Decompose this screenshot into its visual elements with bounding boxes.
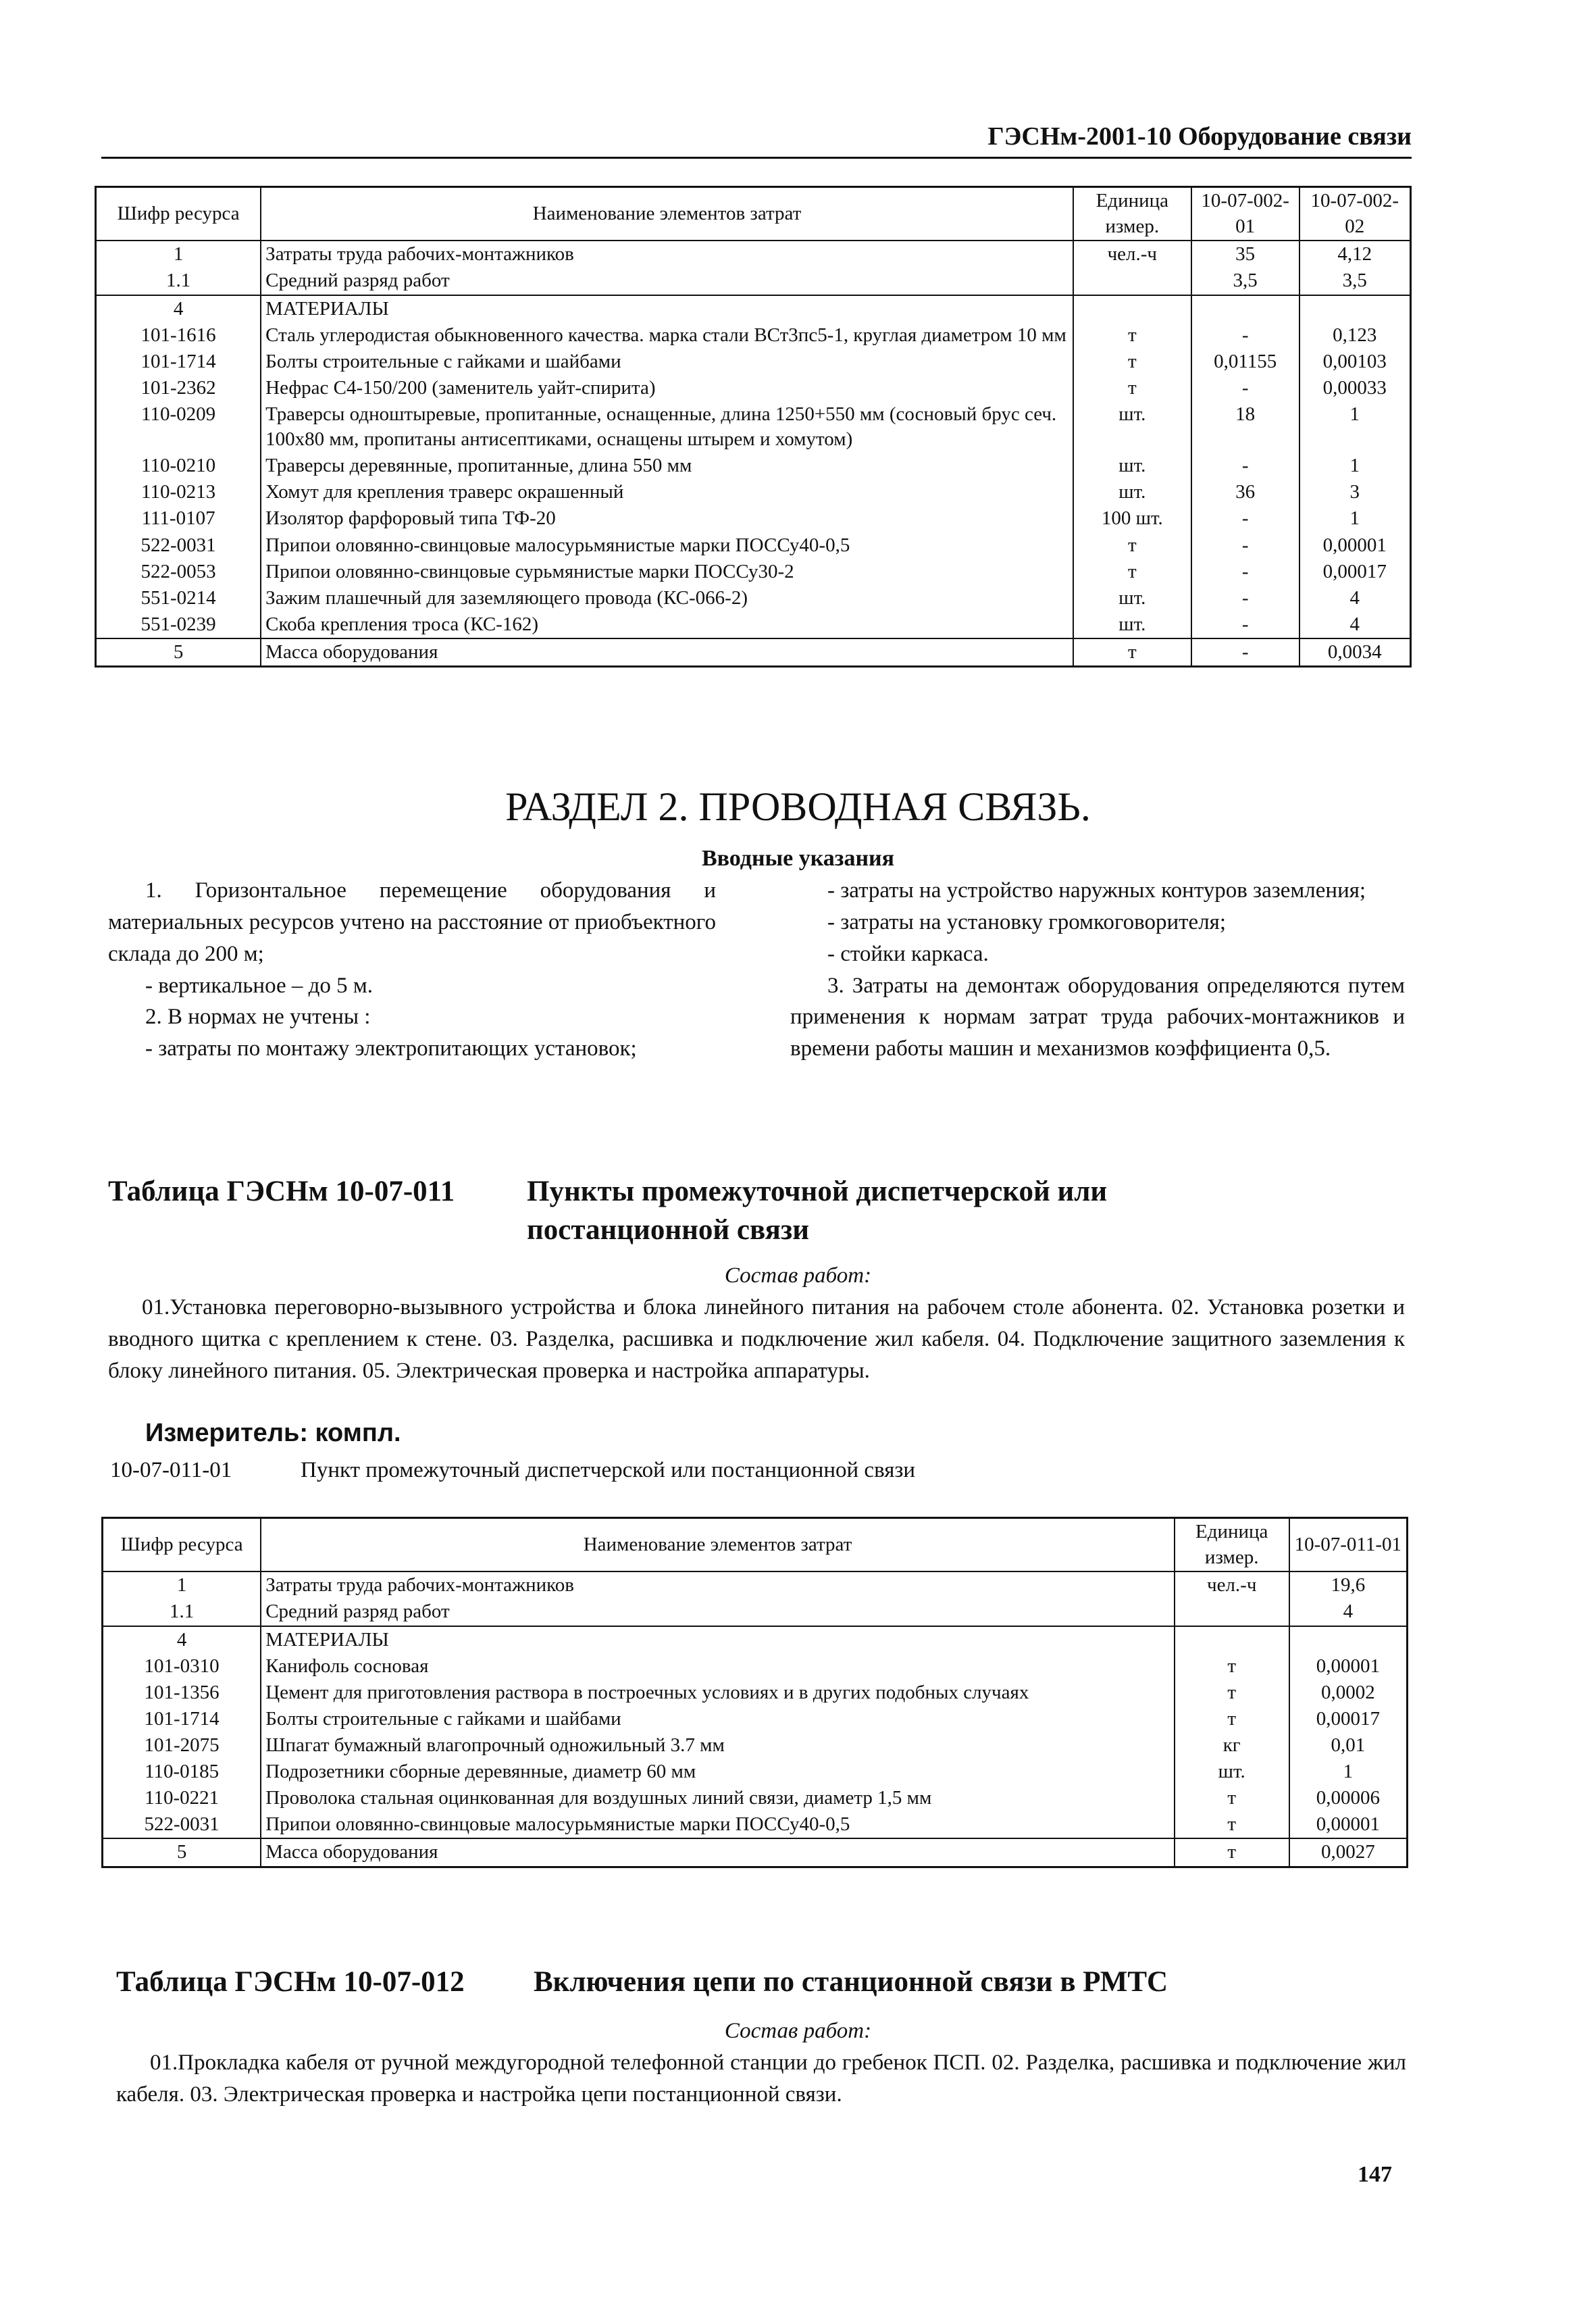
- cell-name: Болты строительные с гайками и шайбами: [261, 349, 1073, 375]
- cell-unit: шт.: [1073, 585, 1191, 611]
- cell-code: 522-0031: [96, 532, 261, 559]
- cell-code: 110-0213: [96, 479, 261, 505]
- cell-v1: 0,01155: [1191, 349, 1299, 375]
- cell-v1: -: [1191, 611, 1299, 638]
- cell-v1: [1289, 1626, 1408, 1653]
- cell-unit: т: [1073, 559, 1191, 585]
- cell-name: Припои оловянно-свинцовые малосурьмянистые марки ПОССу40-0,5: [261, 1811, 1175, 1838]
- cell-v1: 36: [1191, 479, 1299, 505]
- table-row: [103, 1732, 1408, 1759]
- table-row: [103, 1838, 1408, 1867]
- table-2-title-name: Пункты промежуточной диспетчерской или постанционной связи: [527, 1176, 1108, 1247]
- cell-v1: 35: [1191, 241, 1299, 268]
- table-row: [96, 532, 1411, 559]
- composition-text: 01.Установка переговорно-вызывного устройства и блока линейного питания на рабочем столе абонента. 02. Установка розетки и вводного щитка с креплением к стене. 03. Разделка, расшивка и подключение жил кабеля. 04. Подключение защитного заземления к блоку линейного питания. 05. Электрическая проверка и настройка аппаратуры.: [108, 1295, 1405, 1383]
- cell-v1: 4: [1289, 1599, 1408, 1626]
- cell-name: Масса оборудования: [261, 638, 1073, 667]
- cell-code: 101-1714: [96, 349, 261, 375]
- table-row: [96, 611, 1411, 638]
- cell-unit: т: [1175, 1811, 1289, 1838]
- table-row: [103, 1680, 1408, 1706]
- cell-v2: 1: [1299, 505, 1411, 532]
- cell-code: 551-0239: [96, 611, 261, 638]
- table-row: [103, 1811, 1408, 1838]
- cell-name: Шпагат бумажный влагопрочный одножильный 3.7 мм: [261, 1732, 1175, 1759]
- cell-v2: 4: [1299, 611, 1411, 638]
- composition-text: 01.Прокладка кабеля от ручной междугородной телефонной станции до гребенок ПСП. 02. Разделка, расшивка и подключение жил кабеля. 03. Электрическая проверка и настройка цепи постанционной связи.: [116, 2051, 1406, 2107]
- cell-code: 522-0053: [96, 559, 261, 585]
- table-row: [96, 585, 1411, 611]
- cell-unit: [1175, 1626, 1289, 1653]
- cell-code: 4: [96, 295, 261, 322]
- cell-code: 4: [103, 1626, 261, 1653]
- cell-code: 1: [96, 241, 261, 268]
- cell-code: 1.1: [103, 1599, 261, 1626]
- cell-name: Средний разряд работ: [261, 268, 1073, 295]
- cell-v1: 3,5: [1191, 268, 1299, 295]
- col-header-norm-1: 10-07-011-01: [1289, 1518, 1408, 1572]
- col-header-unit: Единица измер.: [1073, 187, 1191, 241]
- cell-unit: т: [1073, 322, 1191, 349]
- table-row: [96, 349, 1411, 375]
- intro-left-para: - затраты по монтажу электропитающих установок;: [145, 1036, 637, 1061]
- cell-code: 101-1356: [103, 1680, 261, 1706]
- cell-v2: 0,123: [1299, 322, 1411, 349]
- cell-unit: т: [1175, 1706, 1289, 1732]
- cell-unit: т: [1175, 1785, 1289, 1811]
- cell-name: Траверсы деревянные, пропитанные, длина 550 мм: [261, 453, 1073, 479]
- cell-name: Сталь углеродистая обыкновенного качества. марка стали ВСт3пс5-1, круглая диаметром 10 мм: [261, 322, 1073, 349]
- cell-code: 101-1714: [103, 1706, 261, 1732]
- table-row: [103, 1759, 1408, 1785]
- composition-label: Состав работ:: [724, 2019, 872, 2043]
- cell-name: Болты строительные с гайками и шайбами: [261, 1706, 1175, 1732]
- cell-code: 110-0209: [96, 401, 261, 453]
- cell-unit: [1175, 1599, 1289, 1626]
- cell-name: Припои оловянно-свинцовые сурьмянистые марки ПОССу30-2: [261, 559, 1073, 585]
- section-title: РАЗДЕЛ 2. ПРОВОДНАЯ СВЯЗЬ.: [505, 784, 1091, 829]
- cell-v1: 18: [1191, 401, 1299, 453]
- cell-v2: 4: [1299, 585, 1411, 611]
- cell-v1: 0,01: [1289, 1732, 1408, 1759]
- norm-item-name: Пункт промежуточный диспетчерской или постанционной связи: [301, 1458, 916, 1482]
- cell-v2: 1: [1299, 401, 1411, 453]
- cell-v1: -: [1191, 322, 1299, 349]
- cell-v2: 0,0034: [1299, 638, 1411, 667]
- cell-v1: -: [1191, 638, 1299, 667]
- table-row: [103, 1599, 1408, 1626]
- cell-v1: 1: [1289, 1759, 1408, 1785]
- cell-v2: 3: [1299, 479, 1411, 505]
- page-number: 147: [1358, 2162, 1392, 2187]
- cell-unit: чел.-ч: [1175, 1571, 1289, 1599]
- intro-right-para: 3. Затраты на демонтаж оборудования определяются путем применения к нормам затрат труда рабочих-монтажников и времени работы машин и механизмов коэффициента 0,5.: [790, 973, 1405, 1061]
- cell-unit: т: [1073, 532, 1191, 559]
- col-header-code: Шифр ресурса: [103, 1518, 261, 1572]
- cell-name: Проволока стальная оцинкованная для воздушных линий связи, диаметр 1,5 мм: [261, 1785, 1175, 1811]
- cell-name: МАТЕРИАЛЫ: [261, 1626, 1175, 1653]
- intro-right-para: - затраты на устройство наружных контуров заземления;: [827, 878, 1366, 903]
- table-header-row: [96, 187, 1411, 241]
- table-3-title-name: Включения цепи по станционной связи в РМТС: [534, 1966, 1168, 1998]
- cell-unit: шт.: [1073, 453, 1191, 479]
- cell-v1: 19,6: [1289, 1571, 1408, 1599]
- cell-name: Хомут для крепления траверс окрашенный: [261, 479, 1073, 505]
- col-header-unit: Единица измер.: [1175, 1518, 1289, 1572]
- cell-v1: -: [1191, 532, 1299, 559]
- table-row: [96, 375, 1411, 401]
- table-row: [96, 559, 1411, 585]
- cell-v1: 0,0002: [1289, 1680, 1408, 1706]
- intro-left-column: [108, 875, 716, 1065]
- intro-right-para: - стойки каркаса.: [827, 941, 989, 966]
- cell-name: Канифоль сосновая: [261, 1653, 1175, 1680]
- cell-name: Подрозетники сборные деревянные, диаметр 60 мм: [261, 1759, 1175, 1785]
- table-row: [103, 1653, 1408, 1680]
- measure-unit: Измеритель: компл.: [145, 1419, 401, 1447]
- running-header: [101, 122, 1412, 159]
- table-row: [96, 295, 1411, 322]
- cell-code: 101-0310: [103, 1653, 261, 1680]
- cell-v2: 3,5: [1299, 268, 1411, 295]
- table-row: [103, 1626, 1408, 1653]
- cell-unit: чел.-ч: [1073, 241, 1191, 268]
- resource-table-1: [95, 186, 1412, 668]
- cell-code: 1.1: [96, 268, 261, 295]
- cell-unit: т: [1073, 638, 1191, 667]
- cell-v1: 0,00001: [1289, 1653, 1408, 1680]
- intro-left-para: - вертикальное – до 5 м.: [145, 973, 374, 998]
- intro-right-column: [790, 875, 1405, 1065]
- composition-label: Состав работ:: [724, 1263, 872, 1288]
- col-header-name: Наименование элементов затрат: [261, 1518, 1175, 1572]
- cell-unit: [1073, 268, 1191, 295]
- cell-name: Затраты труда рабочих-монтажников: [261, 241, 1073, 268]
- cell-code: 101-1616: [96, 322, 261, 349]
- cell-v1: -: [1191, 585, 1299, 611]
- cell-code: 1: [103, 1571, 261, 1599]
- table-row: [96, 479, 1411, 505]
- cell-code: 110-0185: [103, 1759, 261, 1785]
- cell-name: МАТЕРИАЛЫ: [261, 295, 1073, 322]
- table-row: [96, 505, 1411, 532]
- table-row: [96, 268, 1411, 295]
- cell-unit: т: [1175, 1838, 1289, 1867]
- table-row: [103, 1706, 1408, 1732]
- cell-v1: -: [1191, 453, 1299, 479]
- cell-code: 5: [103, 1838, 261, 1867]
- cell-name: Масса оборудования: [261, 1838, 1175, 1867]
- cell-unit: шт.: [1175, 1759, 1289, 1785]
- cell-v1: 0,00006: [1289, 1785, 1408, 1811]
- cell-v2: 0,00001: [1299, 532, 1411, 559]
- table-row: [96, 638, 1411, 667]
- cell-unit: шт.: [1073, 401, 1191, 453]
- col-header-norm-2: 10-07-002-02: [1299, 187, 1411, 241]
- cell-code: 110-0210: [96, 453, 261, 479]
- table-header-row: [103, 1518, 1408, 1572]
- intro-heading: Вводные указания: [701, 846, 895, 871]
- cell-v2: 0,00103: [1299, 349, 1411, 375]
- cell-name: Затраты труда рабочих-монтажников: [261, 1571, 1175, 1599]
- col-header-code: Шифр ресурса: [96, 187, 261, 241]
- table-row: [96, 241, 1411, 268]
- cell-unit: шт.: [1073, 479, 1191, 505]
- cell-v1: -: [1191, 505, 1299, 532]
- intro-right-para: - затраты на установку громкоговорителя;: [827, 909, 1227, 934]
- cell-v1: -: [1191, 559, 1299, 585]
- cell-unit: кг: [1175, 1732, 1289, 1759]
- running-header-title: ГЭСНм-2001-10 Оборудование связи: [987, 122, 1412, 151]
- cell-name: Траверсы одноштыревые, пропитанные, оснащенные, длина 1250+550 мм (сосновый брус сеч. 100х80 мм, пропитаны антисептиками, оснащены штырем и хомутом): [261, 401, 1073, 453]
- cell-v1: 0,0027: [1289, 1838, 1408, 1867]
- cell-unit: т: [1073, 375, 1191, 401]
- cell-v1: 0,00017: [1289, 1706, 1408, 1732]
- cell-v2: 0,00017: [1299, 559, 1411, 585]
- cell-name: Нефрас С4-150/200 (заменитель уайт-спирита): [261, 375, 1073, 401]
- cell-v1: -: [1191, 375, 1299, 401]
- intro-left-para: 2. В нормах не учтены :: [145, 1005, 371, 1030]
- norm-item-code: 10-07-011-01: [110, 1458, 232, 1482]
- table-row: [103, 1571, 1408, 1599]
- cell-name: Изолятор фарфоровый типа ТФ-20: [261, 505, 1073, 532]
- cell-name: Припои оловянно-свинцовые малосурьмянистые марки ПОССу40-0,5: [261, 532, 1073, 559]
- cell-v2: 1: [1299, 453, 1411, 479]
- cell-name: Средний разряд работ: [261, 1599, 1175, 1626]
- cell-code: 111-0107: [96, 505, 261, 532]
- resource-table-2: [101, 1517, 1408, 1868]
- cell-name: Зажим плашечный для заземляющего провода (КС-066-2): [261, 585, 1073, 611]
- cell-unit: т: [1175, 1653, 1289, 1680]
- table-3-title-code: Таблица ГЭСНм 10-07-012: [116, 1966, 465, 1998]
- intro-left-para: 1. Горизонтальное перемещение оборудования и материальных ресурсов учтено на расстояние от приобъектного склада до 200 м;: [108, 878, 716, 966]
- table-row: [96, 453, 1411, 479]
- cell-unit: т: [1073, 349, 1191, 375]
- cell-unit: [1073, 295, 1191, 322]
- col-header-norm-1: 10-07-002-01: [1191, 187, 1299, 241]
- cell-name: Цемент для приготовления раствора в построечных условиях и в других подобных случаях: [261, 1680, 1175, 1706]
- table-row: [96, 401, 1411, 453]
- cell-unit: шт.: [1073, 611, 1191, 638]
- cell-v2: 0,00033: [1299, 375, 1411, 401]
- cell-v2: 4,12: [1299, 241, 1411, 268]
- table-2-title-code: Таблица ГЭСНм 10-07-011: [108, 1176, 455, 1207]
- table-row: [96, 322, 1411, 349]
- cell-v2: [1299, 295, 1411, 322]
- cell-unit: 100 шт.: [1073, 505, 1191, 532]
- cell-v1: 0,00001: [1289, 1811, 1408, 1838]
- cell-code: 110-0221: [103, 1785, 261, 1811]
- col-header-name: Наименование элементов затрат: [261, 187, 1073, 241]
- cell-code: 101-2362: [96, 375, 261, 401]
- cell-code: 101-2075: [103, 1732, 261, 1759]
- cell-code: 522-0031: [103, 1811, 261, 1838]
- cell-unit: т: [1175, 1680, 1289, 1706]
- cell-code: 5: [96, 638, 261, 667]
- cell-name: Скоба крепления троса (КС-162): [261, 611, 1073, 638]
- table-row: [103, 1785, 1408, 1811]
- cell-v1: [1191, 295, 1299, 322]
- cell-code: 551-0214: [96, 585, 261, 611]
